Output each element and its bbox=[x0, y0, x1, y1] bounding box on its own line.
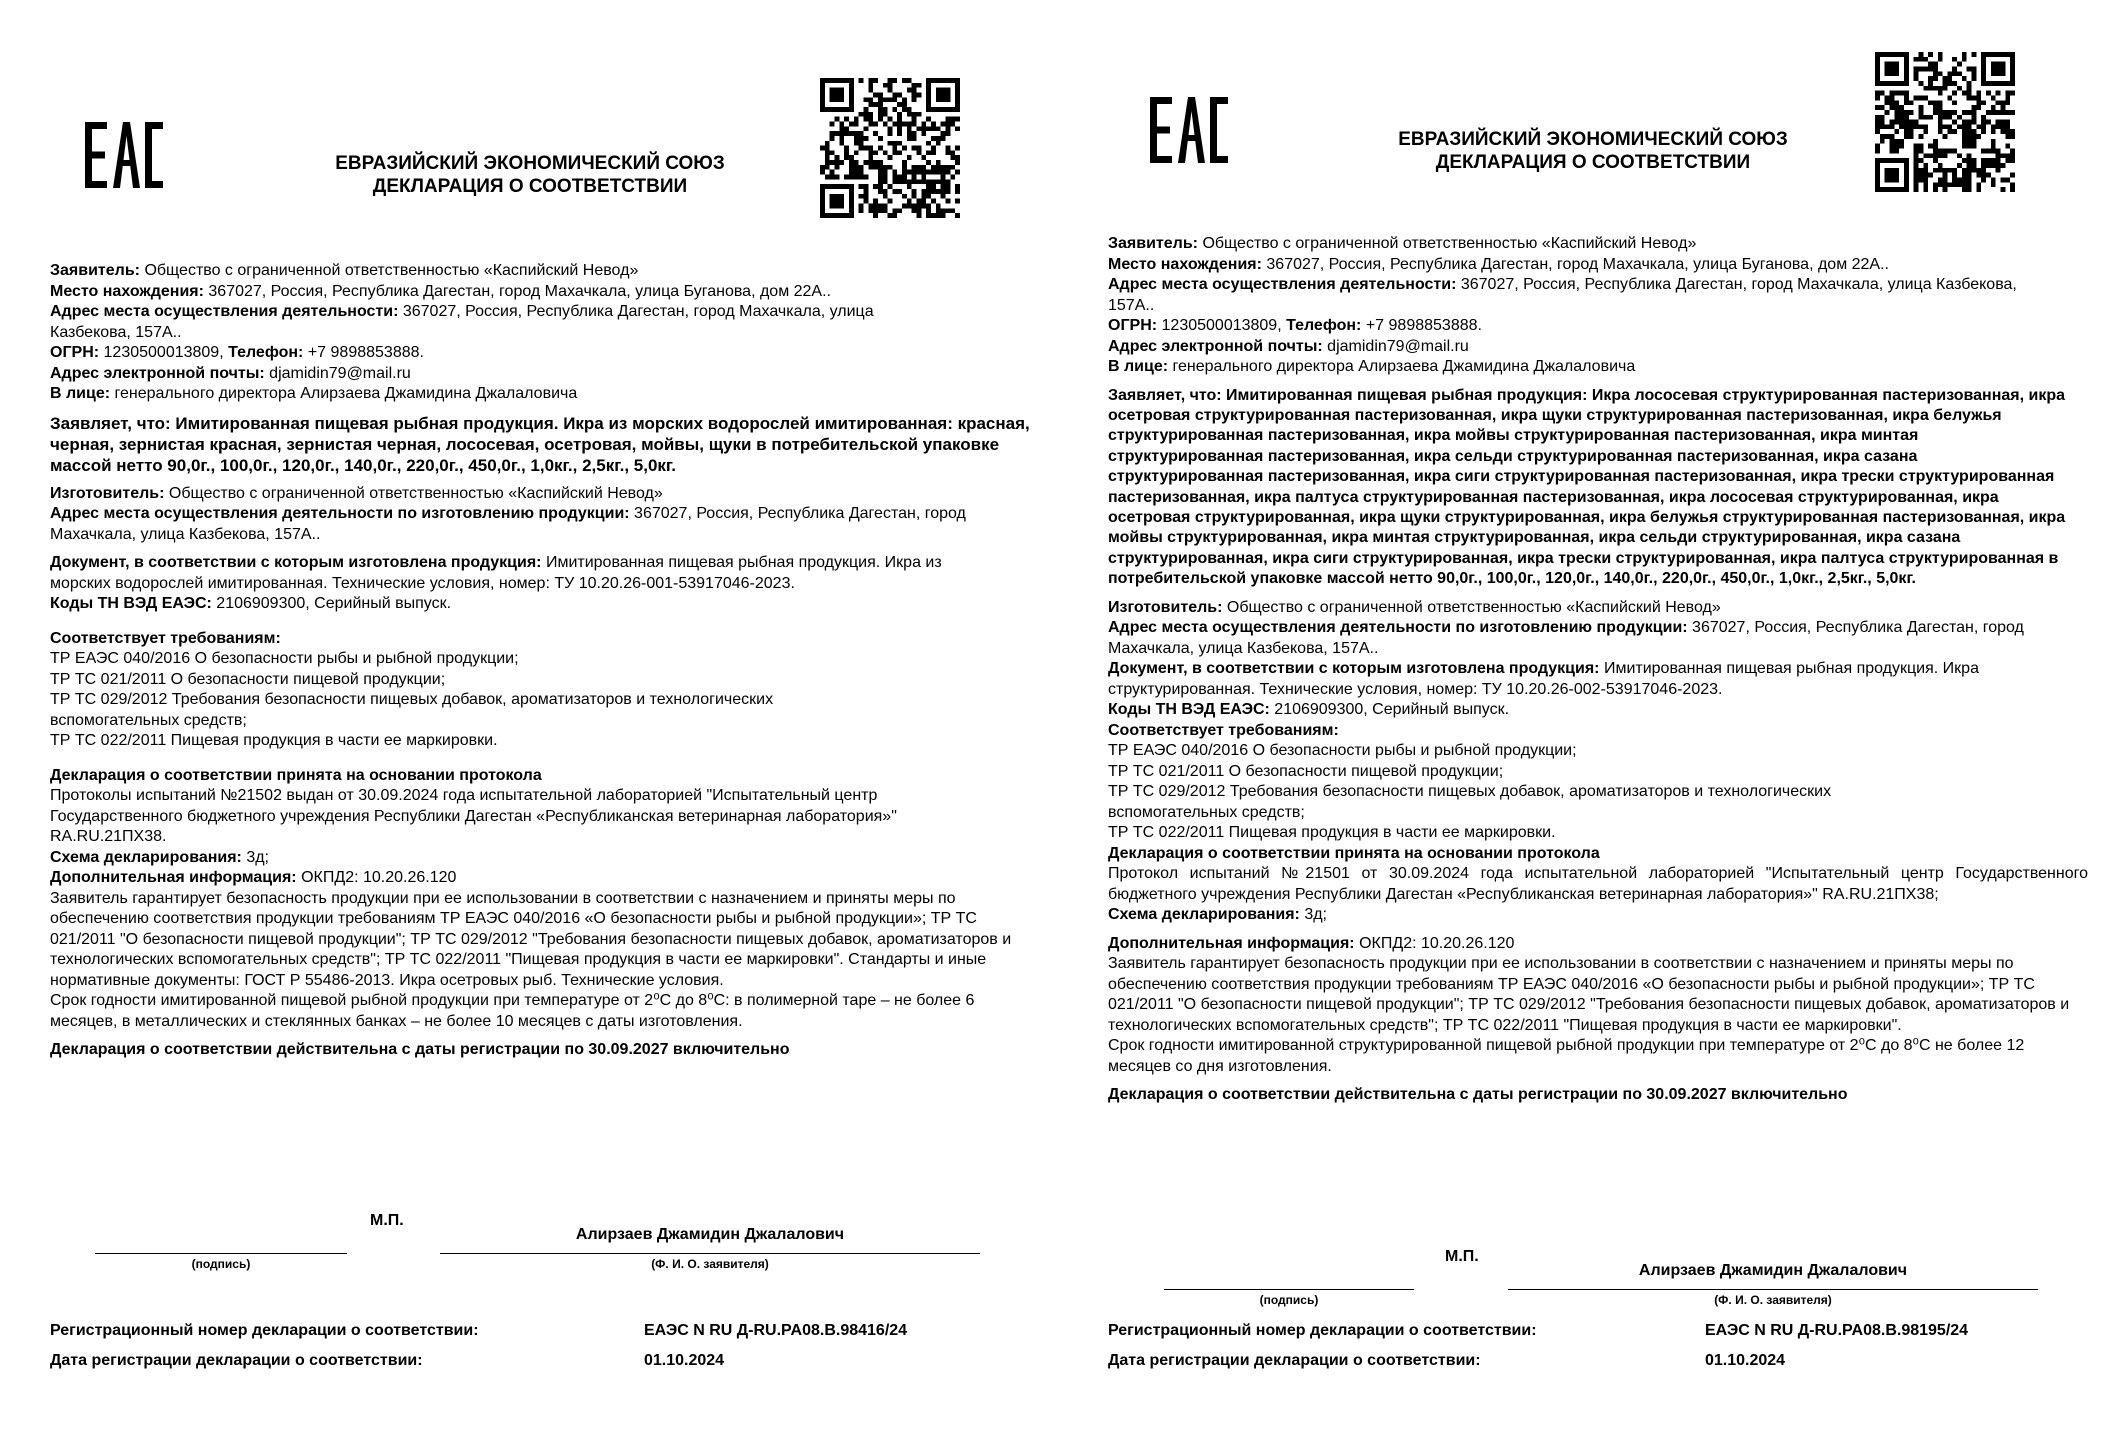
name-caption: (Ф. И. О. заявителя) bbox=[1714, 1293, 1832, 1307]
additional-info-line: Дополнительная информация: ОКПД2: 10.20.26.120 bbox=[50, 869, 457, 886]
requirement-item: ТР ТС 029/2012 Требования безопасности пищевых добавок, ароматизаторов и технологических вспомогательных средств; bbox=[1108, 783, 1832, 821]
codes-line: Коды ТН ВЭД ЕАЭС: 2106909300, Серийный выпуск. bbox=[1108, 701, 1510, 719]
location-line: Место нахождения: 367027, Россия, Республика Дагестан, город Махачкала, улица Буганова, дом 22А.. bbox=[50, 282, 831, 300]
requirement-item: ТР ТС 022/2011 Пищевая продукция в части ее маркировки. bbox=[50, 732, 498, 749]
signature-line bbox=[95, 1253, 347, 1254]
requirements-list bbox=[1108, 741, 1928, 844]
registration-number-row bbox=[1108, 1316, 2108, 1346]
registration-date-label: Дата регистрации декларации о соответствии: bbox=[1108, 1352, 1481, 1369]
manufacturer-line: Изготовитель: Общество с ограниченной ответственностью «Каспийский Невод» bbox=[1108, 598, 1721, 616]
shelf-life-text: Срок годности имитированной структурированной пищевой рыбной продукции при температуре от 2⁰С до 8⁰С не более 12 месяцев со дня изготовления. bbox=[1108, 1037, 2025, 1075]
name-line bbox=[440, 1253, 980, 1254]
email-line: Адрес электронной почты: djamidin79@mail.ru bbox=[50, 364, 411, 382]
basis-heading: Декларация о соответствии принята на основании протокола bbox=[1108, 844, 1600, 862]
applicant-line: Заявитель: Общество с ограниченной ответственностью «Каспийский Невод» bbox=[50, 262, 639, 279]
registration-block bbox=[1108, 1316, 2108, 1376]
person-line: В лице: генерального директора Алирзаева Джамидина Джалаловича bbox=[1108, 358, 1636, 375]
document-body bbox=[1108, 234, 2088, 1106]
registration-number-value: ЕАЭС N RU Д-RU.PA08.B.98195/24 bbox=[1705, 1322, 1969, 1339]
eac-logo bbox=[1150, 97, 1228, 163]
shelf-life-text: Срок годности имитированной пищевой рыбной продукции при температуре от 2⁰С до 8⁰С: в полимерной таре – не более 6 месяцев, в металлических и стеклянных банках – не более 10 месяцев с даты изготовления. bbox=[50, 992, 975, 1030]
registration-number-value: ЕАЭС N RU Д-RU.PA08.B.98416/24 bbox=[644, 1322, 908, 1339]
requirement-item: ТР ЕАЭС 040/2016 О безопасности рыбы и рыбной продукции; bbox=[50, 650, 519, 667]
registration-block bbox=[50, 1316, 1050, 1376]
registration-number-label: Регистрационный номер декларации о соответствии: bbox=[50, 1322, 479, 1339]
eac-logo bbox=[85, 122, 163, 188]
qr-code bbox=[1875, 52, 2015, 192]
requirements-heading: Соответствует требованиям: bbox=[1108, 721, 1339, 739]
name-caption: (Ф. И. О. заявителя) bbox=[651, 1257, 769, 1271]
production-address-line: Адрес места осуществления деятельности по изготовлению продукции: 367027, Россия, Республика Дагестан, город Махачкала, улица Казбекова, 157А.. bbox=[50, 505, 966, 543]
activity-address-line: Адрес места осуществления деятельности: 367027, Россия, Республика Дагестан, город Махачкала, улица Казбекова, 157А.. bbox=[1108, 276, 2017, 314]
validity-line: Декларация о соответствии действительна с даты регистрации по 30.09.2027 включительно bbox=[1108, 1086, 1848, 1104]
validity-line: Декларация о соответствии действительна с даты регистрации по 30.09.2027 включительно bbox=[50, 1041, 790, 1058]
qr-code bbox=[820, 78, 960, 218]
seal-label: М.П. bbox=[370, 1212, 404, 1229]
additional-info-text: Заявитель гарантирует безопасность продукции при ее использовании в соответствии с назначением и приняты меры по обеспечению соответствия продукции требованиям ТР ЕАЭС 040/2016 «О безопасности рыбы и рыбной продукции»; ТР ТС 021/2011 "О безопасности пищевой продукции"; ТР ТС 029/2012 "Требования безопасности пищевых добавок, ароматизаторов и технологических вспомогательных средств"; ТР ТС 022/2011 "Пищевая продукция в части ее маркировки". bbox=[1108, 955, 2070, 1034]
basis-text: Протоколы испытаний №21502 выдан от 30.09.2024 года испытательной лабораторией "Испытательный центр Государственного бюджетного учреждения Республики Дагестан «Республиканская ветеринарная лаборатория»" RA.RU.21ПХ38. bbox=[50, 787, 897, 845]
signer-name: Алирзаев Джамидин Джалалович bbox=[575, 1226, 845, 1243]
signature-block bbox=[50, 1212, 1050, 1282]
registration-date-row bbox=[50, 1346, 1050, 1376]
declares-paragraph: Заявляет, что: Имитированная пищевая рыбная продукция: Икра лососевая структурированная пастеризованная, икра осетровая структурированная пастеризованная, икра щуки структурированная пастеризованная, икра белужья структурированная пастеризованная, икра мойвы структурированная пастеризованная, икра минтая структурированная пастеризованная, икра сельди структурированная пастеризованная, икра сазана структурированная пастеризованная, икра сиги структурированная пастеризованная, икра трески структурированная пастеризованная, икра палтуса структурированная пастеризованная, икра лососевая структурированная, икра осетровая структурированная, икра щуки структурированная, икра белужья структурированная пастеризованная, икра мойвы структурированная, икра минтая структурированная, икра сельди структурированная, икра сазана структурированная, икра сиги структурированная, икра трески структурированная, икра палтуса структурированная в потребительской упаковке массой нетто 90,0г., 100,0г., 120,0г., 140,0г., 220,0г., 450,0г., 1,0кг., 2,5кг., 5,0кг. bbox=[1108, 386, 2066, 588]
manufacturer-line: Изготовитель: Общество с ограниченной ответственностью «Каспийский Невод» bbox=[50, 484, 663, 502]
requirement-item: ТР ТС 021/2011 О безопасности пищевой продукции; bbox=[1108, 762, 1504, 780]
declaration-right bbox=[1108, 0, 2125, 1440]
signature-line bbox=[1164, 1289, 1414, 1290]
codes-line: Коды ТН ВЭД ЕАЭС: 2106909300, Серийный выпуск. bbox=[50, 595, 452, 612]
header-union: ЕВРАЗИЙСКИЙ ЭКОНОМИЧЕСКИЙ СОЮЗ bbox=[335, 153, 725, 174]
ogrn-line: ОГРН: 1230500013809, Телефон: +7 9898853888. bbox=[50, 344, 424, 361]
requirement-item: ТР ТС 029/2012 Требования безопасности пищевых добавок, ароматизаторов и технологических вспомогательных средств; bbox=[50, 691, 774, 729]
requirement-item: ТР ТС 022/2011 Пищевая продукция в части ее маркировки. bbox=[1108, 824, 1556, 842]
registration-number-row bbox=[50, 1316, 1050, 1346]
registration-number-label: Регистрационный номер декларации о соответствии: bbox=[1108, 1322, 1537, 1339]
registration-date-row bbox=[1108, 1346, 2108, 1376]
seal-label: М.П. bbox=[1445, 1248, 1479, 1265]
production-address-line: Адрес места осуществления деятельности по изготовлению продукции: 367027, Россия, Республика Дагестан, город Махачкала, улица Казбекова, 157А.. bbox=[1108, 619, 2024, 657]
scheme-line: Схема декларирования: 3д; bbox=[1108, 906, 1327, 924]
name-line bbox=[1508, 1289, 2038, 1290]
document-header bbox=[250, 152, 810, 198]
header-title: ДЕКЛАРАЦИЯ О СООТВЕТСТВИИ bbox=[1435, 152, 1751, 173]
requirement-item: ТР ЕАЭС 040/2016 О безопасности рыбы и рыбной продукции; bbox=[1108, 742, 1577, 760]
ogrn-line: ОГРН: 1230500013809, Телефон: +7 9898853888. bbox=[1108, 317, 1482, 334]
header-union: ЕВРАЗИЙСКИЙ ЭКОНОМИЧЕСКИЙ СОЮЗ bbox=[1398, 129, 1788, 150]
scheme-line: Схема декларирования: 3д; bbox=[50, 848, 269, 866]
header-title: ДЕКЛАРАЦИЯ О СООТВЕТСТВИИ bbox=[372, 176, 688, 197]
location-line: Место нахождения: 367027, Россия, Республика Дагестан, город Махачкала, улица Буганова, дом 22А.. bbox=[1108, 255, 1889, 273]
email-line: Адрес электронной почты: djamidin79@mail.ru bbox=[1108, 337, 1469, 355]
signature-block bbox=[1108, 1248, 2108, 1318]
additional-info-line: Дополнительная информация: ОКПД2: 10.20.26.120 bbox=[1108, 934, 1515, 952]
basis-text: Протокол испытаний №21501 от 30.09.2024 года испытательной лабораторией "Испытательный центр Государственного бюджетного учреждения Республики Дагестан «Республиканская ветеринарная лаборатория»" RA.RU.21ПХ38; bbox=[1108, 865, 2088, 903]
declares-paragraph: Заявляет, что: Имитированная пищевая рыбная продукция. Икра из морских водорослей имитированная: красная, черная, зернистая красная, зернистая черная, лососевая, осетровая, мойвы, щуки в потребительской упаковке массой нетто 90,0г., 100,0г., 120,0г., 140,0г., 220,0г., 450,0г., 1,0кг., 2,5кг., 5,0кг. bbox=[50, 413, 1030, 475]
declaration-left bbox=[50, 0, 1070, 1440]
document-line: Документ, в соответствии с которым изготовлена продукция: Имитированная пищевая рыбная продукция. Икра структурированная. Технические условия, номер: ТУ 10.20.26-002-53917046-2023. bbox=[1108, 660, 1979, 698]
document-header bbox=[1313, 128, 1873, 174]
signer-name: Алирзаев Джамидин Джалалович bbox=[1638, 1262, 1908, 1279]
person-line: В лице: генерального директора Алирзаева Джамидина Джалаловича bbox=[50, 385, 578, 402]
registration-date-value: 01.10.2024 bbox=[644, 1352, 725, 1369]
additional-info-text: Заявитель гарантирует безопасность продукции при ее использовании в соответствии с назначением и приняты меры по обеспечению соответствия продукции требованиям ТР ЕАЭС 040/2016 «О безопасности рыбы и рыбной продукции»; ТР ТС 021/2011 "О безопасности пищевой продукции"; ТР ТС 029/2012 "Требования безопасности пищевых добавок, ароматизаторов и технологических вспомогательных средств"; ТР ТС 022/2011 "Пищевая продукция в части ее маркировки". Стандарты и иные нормативные документы: ГОСТ Р 55486-2013. Икра осетровых рыб. Технические условия. bbox=[50, 889, 1012, 989]
basis-heading: Декларация о соответствии принята на основании протокола bbox=[50, 766, 542, 784]
applicant-line: Заявитель: Общество с ограниченной ответственностью «Каспийский Невод» bbox=[1108, 235, 1697, 252]
signature-caption: (подпись) bbox=[191, 1257, 251, 1271]
registration-date-value: 01.10.2024 bbox=[1705, 1352, 1786, 1369]
activity-address-line: Адрес места осуществления деятельности: 367027, Россия, Республика Дагестан, город Махачкала, улица Казбекова, 157А.. bbox=[50, 303, 874, 341]
document-body bbox=[50, 261, 1030, 1061]
signature-caption: (подпись) bbox=[1259, 1293, 1319, 1307]
registration-date-label: Дата регистрации декларации о соответствии: bbox=[50, 1352, 423, 1369]
requirements-heading: Соответствует требованиям: bbox=[50, 629, 281, 647]
requirement-item: ТР ТС 021/2011 О безопасности пищевой продукции; bbox=[50, 670, 446, 688]
requirements-list bbox=[50, 649, 870, 752]
document-line: Документ, в соответствии с которым изготовлена продукция: Имитированная пищевая рыбная продукция. Икра из морских водорослей имитированная. Технические условия, номер: ТУ 10.20.26-001-53917046-2023. bbox=[50, 554, 942, 592]
